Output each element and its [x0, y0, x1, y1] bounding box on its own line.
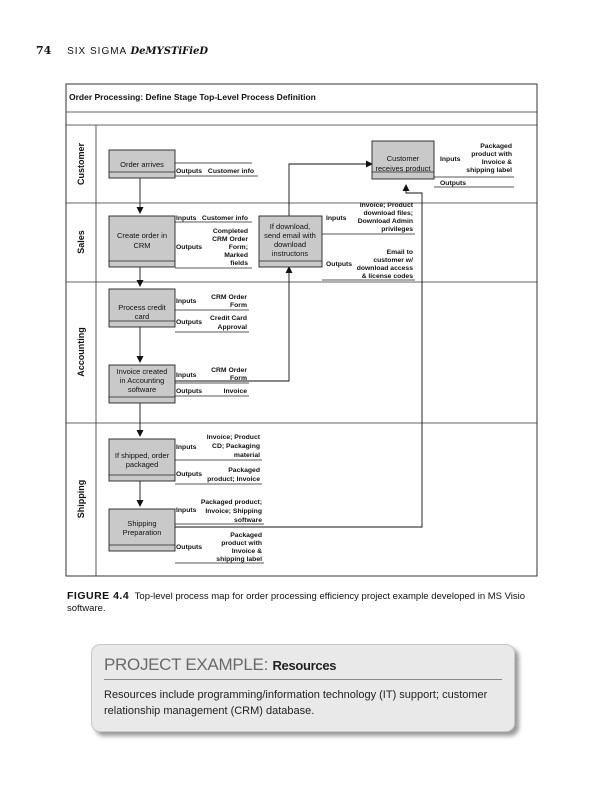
project-example-heading: PROJECT EXAMPLE: [104, 655, 268, 674]
lane-shipping: Shipping [76, 479, 86, 519]
create-order-outputs-label: Outputs [176, 244, 203, 251]
step-send-email-3: download [273, 240, 307, 249]
if-shipped-input-2: CD; Packaging [212, 443, 260, 450]
step-send-email-4: instructons [271, 249, 309, 258]
send-email-input-3: Download Admin [357, 218, 413, 225]
send-email-outputs-label: Outputs [326, 261, 353, 268]
create-order-input: Customer info [201, 215, 248, 222]
if-shipped-input-1: Invoice; Product [206, 434, 260, 441]
step-invoice-created-2: in Accounting [119, 376, 165, 385]
project-example-body: Resources include programming/information technology (IT) support; customer relationship management (CRM) database. [104, 689, 488, 717]
invoice-created-input-1: CRM Order [211, 367, 247, 374]
shipping-prep-input-2: Invoice; Shipping [205, 508, 262, 515]
customer-receives-inputs-label: Inputs [440, 156, 461, 163]
project-example-subheading: Resources [272, 658, 337, 673]
invoice-created-input-2: Form [230, 375, 247, 382]
create-order-output-4: Marked [224, 252, 248, 259]
if-shipped-outputs-label: Outputs [176, 471, 203, 478]
step-process-card-2: card [134, 312, 150, 321]
if-shipped-input-3: material [233, 452, 260, 459]
create-order-output-3: Form; [228, 244, 248, 251]
step-if-shipped-1: If shipped, order [114, 451, 170, 460]
step-invoice-created-3: software [127, 385, 157, 394]
send-email-output-1: Email to [386, 249, 413, 256]
customer-receives-input-3: Invoice & [481, 159, 512, 166]
customer-receives-input-4: shipping label [466, 167, 512, 174]
order-arrives-output: Customer info [207, 168, 254, 175]
send-email-input-1: Invoice; Product [359, 202, 413, 209]
step-if-shipped-2: packaged [125, 460, 159, 469]
shipping-prep-input-1: Packaged product; [200, 499, 262, 506]
send-email-output-4: & license codes [361, 273, 413, 280]
process-card-output-2: Approval [217, 324, 247, 331]
send-email-inputs-label: Inputs [326, 215, 347, 222]
shipping-prep-outputs-label: Outputs [176, 544, 203, 551]
step-create-order-2: CRM [133, 241, 151, 250]
lane-customer: Customer [76, 142, 86, 186]
figure-label: FIGURE 4.4 [67, 590, 130, 602]
shipping-prep-output-2: product with [221, 540, 262, 547]
step-process-card-1: Process credit [118, 303, 166, 312]
figure-caption-text: Top-level process map for order processing efficiency project example developed in MS Visio software. [67, 591, 526, 614]
step-shipping-prep-1: Shipping [127, 519, 157, 528]
order-arrives-outputs-label: Outputs [176, 168, 203, 175]
step-create-order-1: Create order in [116, 231, 168, 240]
lane-sales: Sales [76, 230, 86, 254]
book-name: DeMYSTiFieD [130, 46, 209, 57]
lane-accounting: Accounting [76, 327, 86, 377]
step-send-email-1: If download, [269, 222, 311, 231]
send-email-input-2: download files; [363, 210, 413, 217]
process-card-output-1: Credit Card [209, 315, 247, 322]
send-email-output-2: customer w/ [373, 257, 413, 264]
if-shipped-inputs-label: Inputs [176, 444, 197, 451]
invoice-created-output-1: Invoice [223, 388, 247, 395]
page-number: 74 [36, 44, 52, 57]
step-invoice-created-1: Invoice created [116, 367, 168, 376]
process-card-outputs-label: Outputs [176, 319, 203, 326]
divider [104, 679, 502, 680]
if-shipped-output-1: Packaged [228, 467, 260, 474]
running-title: SIX SIGMA [67, 46, 127, 57]
send-email-input-4: privileges [381, 226, 413, 233]
customer-receives-input-1: Packaged [480, 143, 512, 150]
step-customer-receives-1: Customer [386, 154, 420, 163]
shipping-prep-output-1: Packaged [230, 532, 262, 539]
create-order-output-1: Completed [212, 228, 248, 235]
process-card-inputs-label: Inputs [176, 298, 197, 305]
step-send-email-2: send email with [264, 231, 316, 240]
customer-receives-input-2: product with [471, 151, 512, 158]
process-card-input-2: Form [230, 302, 247, 309]
send-email-output-3: download access [356, 265, 413, 272]
step-order-arrives: Order arrives [120, 160, 164, 169]
create-order-output-5: fields [230, 260, 248, 267]
step-customer-receives-2: receives product [375, 164, 431, 173]
create-order-output-2: CRM Order [212, 236, 248, 243]
shipping-prep-output-4: shipping label [216, 556, 262, 563]
invoice-created-inputs-label: Inputs [176, 372, 197, 379]
invoice-created-outputs-label: Outputs [176, 388, 203, 395]
shipping-prep-output-3: Invoice & [231, 548, 262, 555]
project-example-title [104, 655, 336, 675]
customer-receives-outputs-label: Outputs [440, 180, 467, 187]
shipping-prep-input-3: software [234, 517, 262, 524]
figure-caption [67, 590, 537, 615]
diagram-title: Order Processing: Define Stage Top-Level Process Definition [69, 92, 316, 102]
project-example-box [91, 644, 515, 732]
if-shipped-output-2: product; Invoice [207, 476, 260, 483]
step-shipping-prep-2: Preparation [122, 528, 162, 537]
process-card-input-1: CRM Order [211, 294, 247, 301]
create-order-inputs-label: Inputs [176, 215, 197, 222]
shipping-prep-inputs-label: Inputs [176, 507, 197, 514]
